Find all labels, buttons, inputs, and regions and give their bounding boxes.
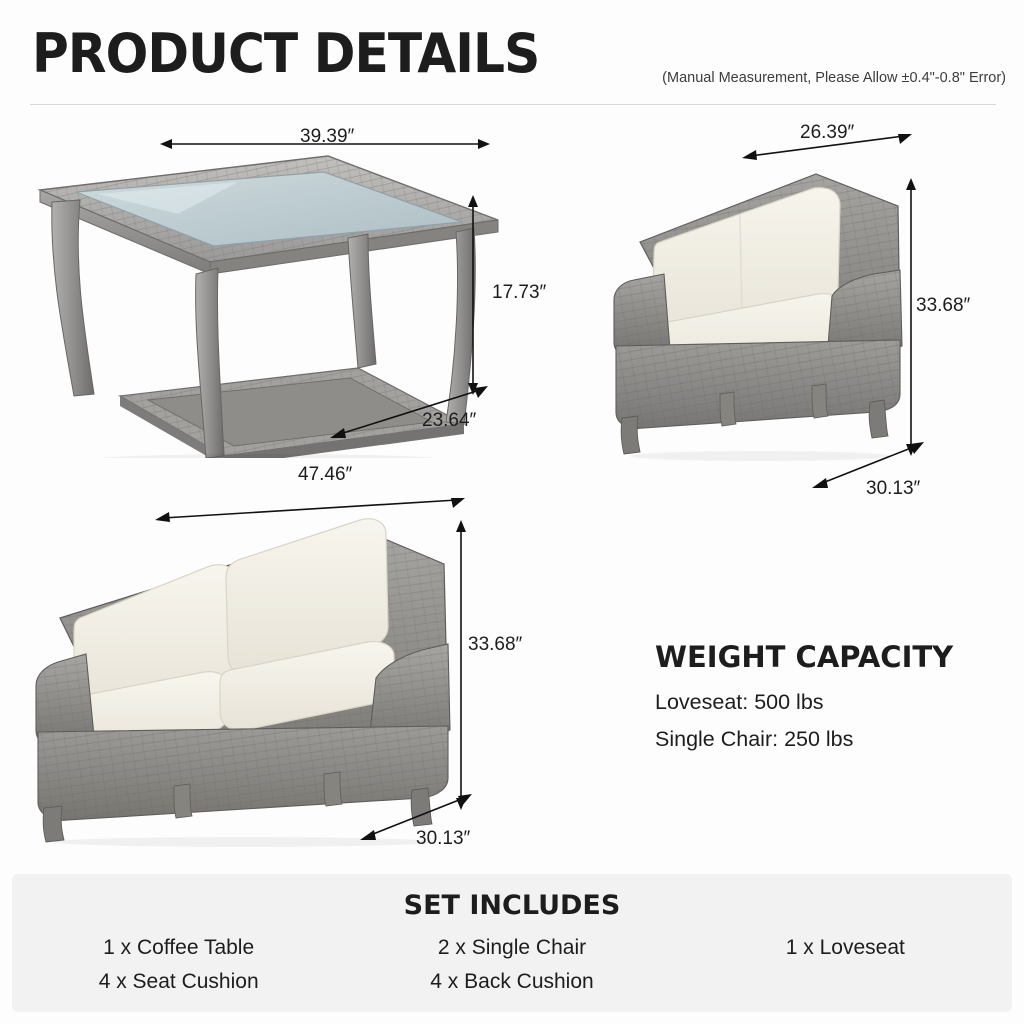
set-item-coffee-table: 1 x Coffee Table [103,936,255,959]
coffee-table-height-dimension-line [460,195,486,395]
single-chair-height-label: 33.68″ [916,295,971,316]
loveseat-width-label: 47.46″ [298,464,353,485]
set-item-empty [679,970,1012,994]
single-chair-width-label: 26.39″ [800,122,855,143]
coffee-table-depth-label: 23.64″ [422,410,477,431]
single-chair-illustration [600,150,940,470]
single-chair-figure [600,150,940,470]
set-item-loveseat: 1 x Loveseat [785,936,905,959]
set-includes-grid [12,936,1012,994]
single-chair-depth-label: 30.13″ [866,478,921,499]
set-item-back-cushion: 4 x Back Cushion [430,970,594,993]
loveseat-width-dimension-line [155,492,465,526]
coffee-table-width-label: 39.39″ [300,126,355,147]
weight-capacity-title: WEIGHT CAPACITY [655,640,954,674]
manual-measurement-note: (Manual Measurement, Please Allow ±0.4"-0.8" Error) [662,70,1006,86]
weight-capacity-block [655,640,995,764]
loveseat-depth-label: 30.13″ [416,828,471,849]
page-title: PRODUCT DETAILS [32,22,540,85]
set-includes-title: SET INCLUDES [403,890,621,921]
weight-capacity-loveseat: Loveseat: 500 lbs [655,690,824,714]
set-item-seat-cushion: 4 x Seat Cushion [98,970,259,993]
weight-capacity-single-chair: Single Chair: 250 lbs [655,727,854,751]
header [0,0,1024,108]
header-divider [30,104,996,105]
set-item-single-chair: 2 x Single Chair [437,936,587,959]
loveseat-height-dimension-line [448,520,474,810]
coffee-table-height-label: 17.73″ [492,282,547,303]
single-chair-height-dimension-line [898,178,924,456]
set-includes-panel [12,874,1012,1012]
loveseat-height-label: 33.68″ [468,634,523,655]
